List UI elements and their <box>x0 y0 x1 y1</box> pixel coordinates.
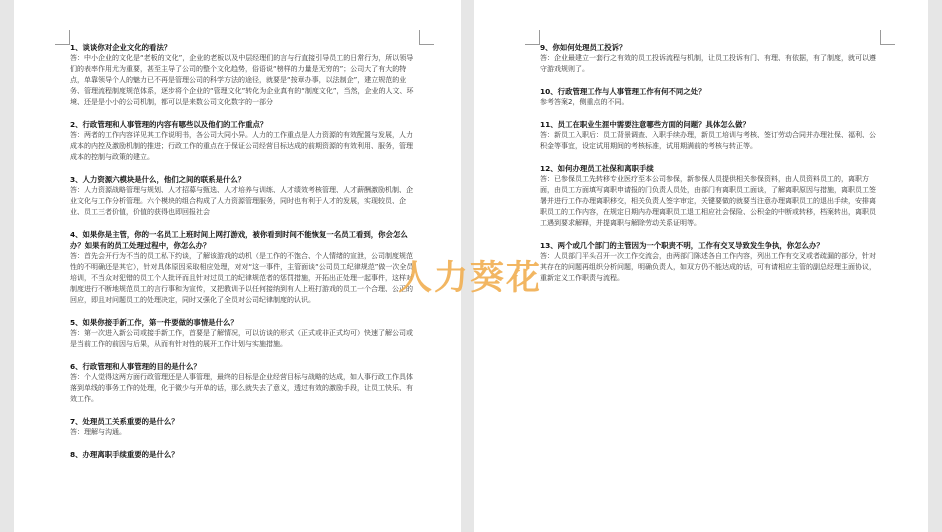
answer-text: 答：新员工入职后：员工背景调查、入职手续办理，新员工培训与考核、签订劳动合同并办理社保、福利、公积金等事宜，设定试用期间的考核标准，试用期满前的考核与转正等。 <box>540 131 876 150</box>
answer-text: 答：两者的工作内容详见其工作说明书，各公司大同小异。人力的工作重点是人力资源的有效配置与发展，人力成本的内控及激励机制的推进；行政工作的重点在于保证公司经营目标达成的前期资源的有效利用、服务，管理成本的控制与政策的建立。 <box>70 131 413 161</box>
qa-item <box>540 163 880 229</box>
qa-item <box>540 86 880 108</box>
answer-text: 答：中小企业的文化是“老板的文化”，企业的老板以及中层经理们的言与行直接引导员工的日常行为，所以领导们的表率作用尤为重要，甚至主导了公司的整个文化趋势，俗语说“榜样的力量是无穷的”；公司大了有大的特点，单靠领导个人的魅力已不再是管理公司的科学方法的途径，就要是“按章办事，以法制企”，建立规范的业务、管理流程制度规范体系，逐步将个企业的“管理文化”转化为企业真有的“制度文化”，当然，企业的人文、环境、还是是小小的公司机制，都可以是来数公司文化数字的一部分 <box>70 54 414 106</box>
answer-text: 答：第一次进入新公司或接手新工作，首要是了解情况，可以访谈的形式（正式或非正式均可）快速了解公司或是当前工作的前因与后果，从而有针对性的展开工作计划与实施措施。 <box>70 329 413 348</box>
question-text: 5、如果你接手新工作，第一件要做的事情是什么？ <box>70 318 238 327</box>
answer-text: 答：理解与沟通。 <box>70 428 126 436</box>
qa-item <box>70 317 419 350</box>
qa-item <box>70 119 419 163</box>
qa-item <box>70 361 419 405</box>
answer-text: 答：人员部门平头召开一次工作交流会，由两部门陈述各自工作内容，列出工作有交叉或者疏漏的部分，针对其存在的问题再组织分析问题，明确负责人，如双方仍不能达成的话，可有请相应主管的副总经理主面协议，重新定义工作职责与流程。 <box>540 252 876 282</box>
question-text: 6、行政管理和人事管理的目的是什么？ <box>70 362 201 371</box>
question-text: 1、谈谈你对企业文化的看法？ <box>70 43 172 52</box>
page-margin-mark <box>525 30 540 45</box>
qa-item <box>70 229 419 306</box>
question-text: 13、两个或几个部门的主管因为一个职责不明，工作有交叉导致发生争执，你怎么办？ <box>540 241 824 250</box>
answer-text: 答：已参保员工先转移专业医疗至本公司参保，新参保人员提供相关参保资料，由人员资料员工的，离职方面，由员工方面填写离职申请报的门负责人员处，由部门有离职员工面谈，了解离职原因与措施，离职员工签署并进行工作办理离职移交，相关负责人签字审定，关键要做的就要当注意办理离职员工的退出手续，安排离职员工的工作内容，在规定日期内办理离职员工退工相应社会保险、公积金的中断或转移，档案转出，离职员工遇到要求解释，并提离职与解除劳动关系证明等。 <box>540 175 876 227</box>
question-text: 11、员工在职业生涯中需要注意哪些方面的问题？具体怎么做？ <box>540 120 750 129</box>
answer-text: 答：首先会开行为不当的员工私下约谈，了解该游戏的动机（是工作的不饱合、个人情绪的宣泄，公司制度规范性的不明确还是其它），针对具体原因采取相应处理，对对“这一事件，主管面谈“公司员工纪律规范”做一次全员培训，不当众对犯错的员工个人批评而且针对过员工的纪律规范者的惩罚措施，开拓出正处理一起事件，这样对制度进行不断地规范员工的言行事和为宣传，又把教训予以任何接纳到有人上班打游戏的员工一个合理、公正的回应，即且对问题员工的处理决定，同时又强化了全员对公司纪律制度的认识。 <box>70 252 414 304</box>
watermark-text: 人力葵花 <box>398 258 542 298</box>
qa-item <box>70 416 419 438</box>
question-text: 10、行政管理工作与人事管理工作有何不同之处？ <box>540 87 706 96</box>
page-margin-mark <box>55 30 70 45</box>
question-text: 8、办理离职手续重要的是什么？ <box>70 450 179 459</box>
question-text: 4、如果你是主管，你的一名员工上班时间上网打游戏，被你看到时间不能恢复一名员工看到，你会怎么办？如果有的员工处理过程中，你怎么办？ <box>70 230 408 250</box>
qa-item <box>540 42 880 75</box>
answer-text: 答：个人觉得这两方面行政管理还是人事管理，最终的目标是企业经营目标与战略的达成，如人事行政工作具体落到单线的事务工作的处理，化于微少与开单的话，那么就失去了意义，透过有效的激励手段，让员工快乐、有效工作。 <box>70 373 413 403</box>
question-text: 7、处理员工关系重要的是什么？ <box>70 417 179 426</box>
question-text: 3、人力资源六模块是什么，他们之间的联系是什么？ <box>70 175 246 184</box>
qa-item <box>70 174 419 218</box>
qa-item <box>70 449 419 460</box>
question-text: 9、你如何处理员工投诉？ <box>540 43 627 52</box>
answer-text: 参考答案2，侧重点的不同。 <box>540 98 629 106</box>
page-margin-mark <box>419 30 434 45</box>
document-page-right <box>474 0 928 532</box>
qa-item <box>70 42 419 108</box>
document-page-left <box>14 0 461 532</box>
page-margin-mark <box>880 30 895 45</box>
question-text: 12、如何办理员工社保和离职手续 <box>540 164 654 173</box>
answer-text: 答：人力资源战略管理与规划、人才招募与甄选、人才培养与训练、人才绩效考核管理、人才薪酬激励机制、企业文化与工作分析管理。六个模块的组合构成了人力资源管理服务，同时也有利于人才的发展，实现较员、企业、员工三者价值，价值的获得也即回报社会 <box>70 186 413 216</box>
question-text: 2、行政管理和人事管理的内容有哪些以及他们的工作重点？ <box>70 120 268 129</box>
answer-text: 答：企业最建立一套行之有效的员工投诉流程与机制，让员工投诉有门、有理、有依据，有了制度，就可以遵守游戏规则了。 <box>540 54 876 73</box>
qa-item <box>540 119 880 152</box>
qa-item <box>540 240 880 284</box>
